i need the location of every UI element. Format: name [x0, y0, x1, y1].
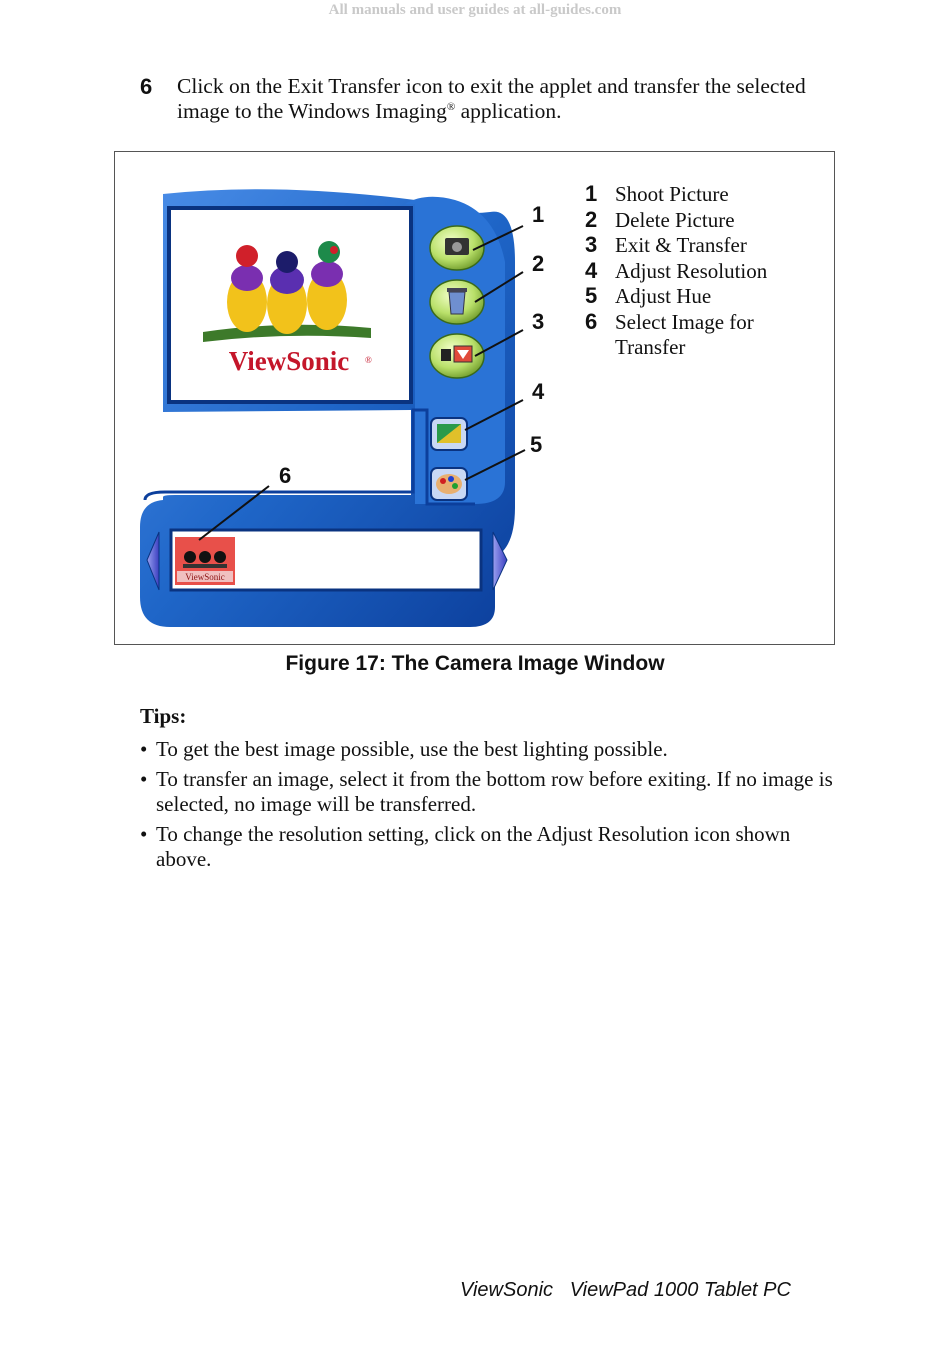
- figure-legend: [585, 182, 825, 361]
- adjust-resolution-button[interactable]: [431, 418, 467, 450]
- page-footer: ViewSonic ViewPad 1000 Tablet PC: [460, 1279, 791, 1301]
- legend-item: 1 Shoot Picture: [585, 181, 729, 206]
- callout-1: 1: [532, 202, 545, 227]
- callout-5: 5: [530, 432, 543, 457]
- trash-icon: [449, 292, 465, 314]
- callout-3: 3: [532, 309, 545, 334]
- legend-item: 5 Adjust Hue: [585, 283, 712, 308]
- bullet: •: [140, 767, 148, 791]
- registered-mark: ®: [446, 100, 456, 113]
- birds-image: [227, 241, 347, 334]
- thumbnail-label: ViewSonic: [185, 572, 225, 582]
- legend-item: 6 Select Image for: [585, 308, 754, 334]
- legend-item: 3 Exit & Transfer: [585, 232, 747, 257]
- watermark: All manuals and user guides at all-guides.com: [328, 2, 622, 18]
- bullet: •: [140, 822, 148, 846]
- legend-item-continuation: Transfer: [615, 335, 686, 359]
- preview-screen: [169, 208, 411, 402]
- tips-list: [140, 737, 840, 877]
- callout-4: 4: [532, 379, 545, 404]
- tip-item: • To transfer an image, select it from the bottom row before exiting. If no image is selected, no image will be transferred.: [140, 767, 833, 816]
- figure-caption: Figure 17: The Camera Image Window: [285, 652, 665, 675]
- thumbnail-image[interactable]: [175, 537, 235, 585]
- viewsonic-logo: ViewSonic: [228, 346, 350, 376]
- bullet: •: [140, 737, 148, 761]
- legend-item: 4 Adjust Resolution: [585, 257, 768, 283]
- step-text: Click on the Exit Transfer icon to exit the applet and transfer the selected image to the Windows Imaging® application.: [177, 74, 806, 123]
- callout-6: 6: [279, 463, 292, 488]
- legend-item: 2 Delete Picture: [585, 206, 735, 232]
- adjust-hue-button[interactable]: [431, 468, 467, 500]
- step-number: 6: [140, 74, 153, 99]
- exit-transfer-icon: [441, 349, 451, 361]
- tip-item: • To change the resolution setting, click on the Adjust Resolution icon shown above.: [140, 822, 791, 871]
- callout-2: 2: [532, 251, 545, 276]
- tips-heading: Tips:: [140, 704, 187, 728]
- step-6: [140, 74, 840, 124]
- figure-camera-window: [114, 151, 835, 645]
- tip-item: • To get the best image possible, use the best lighting possible.: [140, 737, 668, 761]
- logo-registered-mark: ®: [365, 355, 372, 365]
